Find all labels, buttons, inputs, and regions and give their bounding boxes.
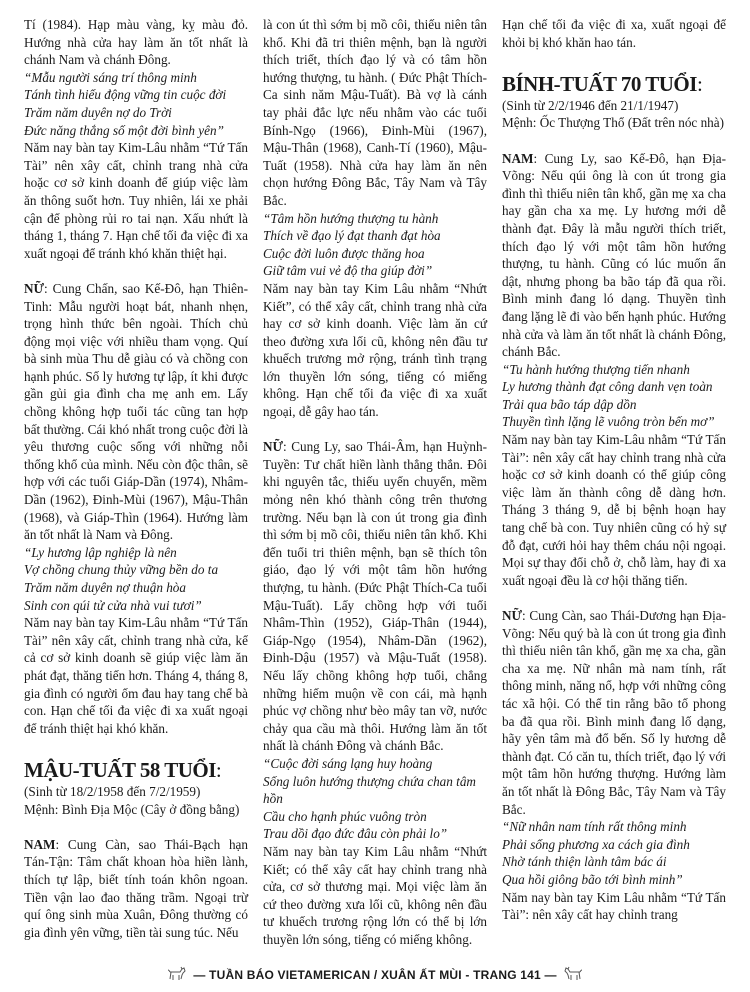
verse-block: [24, 69, 248, 139]
verse-line: Thuyền tình lặng lẽ vuông tròn bến mơ”: [502, 414, 715, 430]
female-paragraph: [24, 280, 248, 544]
verse-line: Tánh tình hiếu động vững tin cuộc đời: [24, 87, 227, 103]
male-paragraph: [502, 150, 726, 361]
female-label: NỮ: [24, 280, 45, 296]
verse-line: “Nữ nhân nam tính rất thông minh: [502, 819, 687, 835]
male-paragraph: [24, 836, 248, 942]
continued-paragraph: là con út thì sớm bị mồ côi, thiếu niên tân khổ. Khi đã tri thiên mệnh, bạn là người thích triết, thích đạo lý và có tâm hồn hướng thượng, tu hành. ( Đức Phật Thích-Ca sinh năm Mậu-Tuất). Bà vợ là cánh tay phải đắc lực nếu nhằm vào các tuổi Bính-Ngọ (1966), Đinh-Mùi (1967), Mậu-Thân (1968), Canh-Tí (1960), Mậu-Tuất (1958). Nhà cửa hay làm ăn nên chọn hướng Đông Bắc, Tây Nam và Tây Bắc.: [263, 17, 487, 208]
verse-block: [24, 544, 248, 614]
verse-block: [263, 755, 487, 843]
female-paragraph: [502, 607, 726, 818]
verse-line: Trải qua bão táp dập dồn: [502, 396, 637, 412]
fortune-paragraph: Năm nay bàn tay Kim-Lâu nhằm “Tứ Tấn Tài” nên xây cất, chỉnh trang nhà cửa hoặc cơ sở kinh doanh để giúp việc làm ăn thông suốt hơn. Tuy nhiên, lái xe phải cận để phòng rủi ro tai nạn. Xấu nhứt là tháng 1, tháng 7. Hạn chế tối đa việc đi xa xuất ngoại để tránh khó khăn thiệt hại.: [24, 140, 248, 261]
fortune-paragraph: Năm nay bàn tay Kim Lâu nhằm “Tứ Tấn Tài”: nên xây cất hay chỉnh trang: [502, 889, 726, 923]
fortune-paragraph: Năm nay bàn tay Kim Lâu nhằm “Nhứt Kiết”, có thể xây cất, chỉnh trang nhà cửa hay cơ sở kinh doanh. Việc làm ăn cứ theo đường xưa lối cũ, không nên đầu tư khuếch trương mở rộng, tránh tình trạng lớn thuyền lớn sóng, tiếng có miếng không. Hạn chế tối đa việc đi xa xuất ngoại, dễ gây hao tán.: [263, 280, 487, 420]
footer-text: — TUẦN BÁO VIETAMERICAN / XUÂN ẤT MÙI - TRANG 141 —: [193, 968, 557, 982]
male-text: : Cung Càn, sao Thái-Bạch hạn Tán-Tận: Tâm chất khoan hòa hiền lành, thích tự lập, biết tính toán khôn ngoan. Tiền vận lao đao thăng trầm. Ngoại trừ quí ông sinh mùa Xuân, Đông thường có gia đình yên vững, tiền tài sung túc. Nếu: [24, 836, 248, 940]
column-1: [24, 16, 248, 941]
verse-line: Cuộc đời luôn được thăng hoa: [263, 245, 425, 261]
birth-range: (Sinh từ 18/2/1958 đến 7/2/1959): [24, 783, 201, 799]
birth-range: (Sinh từ 2/2/1946 đến 21/1/1947): [502, 97, 679, 113]
menh-line: Mệnh: Ốc Thượng Thổ (Đất trên nóc nhà): [502, 115, 725, 131]
verse-line: Vợ chồng chung thủy vững bền do ta: [24, 562, 219, 578]
verse-block: [502, 361, 726, 431]
fortune-paragraph: Năm nay bàn tay Kim-Lâu nhằm “Tứ Tấn Tài” nên xây cất, chỉnh trang nhà cửa, kể cả cơ sở kinh doanh sẽ giúp việc làm ăn phát đạt, thăng tiến hơn. Tháng 4, tháng 8, gia đình có người ốm đau hay tang chế bà con. Hạn chế tối đa việc đi xa xuất ngoại để tránh thiệt hại khó khăn.: [24, 615, 248, 736]
female-text: : Cung Ly, sao Thái-Âm, hạn Huỳnh-Tuyền: Tư chất hiền lành thẳng thắn. Đôi khi nguyên tắc, thiếu uyển chuyển, mềm mỏng nên khó thành công trên thương trường. Nếu bạn là con út trong gia đình thì sớm bị mồ côi, thiếu niên tân khổ. Khi đến tuổi tri thiên mệnh, bạn sẽ thích tôn giáo, đạo lý với một tâm hồn hướng thượng, tu hành. (Đức Phật Thích-Ca tuổi Mậu-Tuất). Lấy chồng hợp với tuổi Nhâm-Thìn (1952), Giáp-Thân (1944), Giáp-Ngọ (1954), Nhâm-Dần (1962), Đinh-Dậu (1957) và Mậu-Tuất (1958). Nếu lấy chồng không hợp tuổi, chẳng những hiếm muộn về con cái, mà hạnh phúc vợ chồng như bèo mây tan vỡ, nước chảy qua cầu mà thôi. Hướng làm ăn tốt nhất là chánh Đông và chánh Bắc.: [263, 439, 487, 754]
verse-line: Nhờ tánh thiện lành tâm bác ái: [502, 854, 667, 870]
verse-line: Trăm năm duyên nợ do Trời: [24, 104, 172, 120]
section-title: [24, 757, 248, 783]
male-label: NAM: [24, 836, 56, 852]
female-text: : Cung Chấn, sao Kế-Đô, hạn Thiên-Tinh: Mẫu người hoạt bát, nhanh nhẹn, trọng hình thức bên ngoài. Thích chủ động mọi việc với nhiều tham vọng. Quí bà sinh mùa Thu dễ giàu có và chồng con hạnh phúc. Số ly hương tự lập, ít khi được gần gủi gia đình cha mẹ anh em. Lấy chồng không hợp tuổi tác cũng tan hợp bất thường. Cái khó nhất trong cuộc đời là yêu thương cuộc sống với những nỗi thống khổ của mình. Nếu còn độc thân, sẽ hợp với các tuổi Giáp-Dần (1974), Nhâm-Dần (1962), Đinh-Mùi (1967), Mậu-Thân (1968), và Giáp-Thìn (1964). Hướng làm ăn tốt nhất là Nam và Đông.: [24, 280, 248, 543]
verse-line: Qua hồi giông bão tới bình minh”: [502, 871, 683, 887]
verse-line: Trăm năm duyên nợ thuận hòa: [24, 580, 186, 595]
male-text: : Cung Ly, sao Kế-Đô, hạn Địa-Võng: Nếu qúi ông là con út trong gia đình thì thiếu niên tân khổ, gần mẹ xa cha hay gần cha xa mẹ. Ly hương mới dễ thành đạt. Đây là mẫu người thích triết, thích đạo lý với một tâm hồn hướng thượng, tu hành. Cũng có lúc muốn ẩn dật, nhưng phong ba bão táp đã qua rồi. Bình minh đang ló dạng. Thuyền tình đang lặng lẽ đi vào bến hạnh phúc. Hướng nhà cửa và làm ăn tốt nhất là chánh Đông, chánh Bắc.: [502, 150, 726, 360]
verse-line: Ly hương thành đạt công danh vẹn toàn: [502, 379, 713, 395]
verse-line: Phải sống phương xa cách gia đình: [502, 836, 690, 852]
verse-line: “Cuộc đời sáng lạng huy hoàng: [263, 755, 433, 771]
verse-block: [263, 210, 487, 280]
section-title-colon: :: [215, 757, 222, 782]
female-label: NỮ: [502, 608, 523, 623]
intro-paragraph: Tí (1984). Hạp màu vàng, kỵ màu đỏ. Hướng nhà cửa hay làm ăn tốt nhất là chánh Nam và chánh Đông.: [24, 17, 248, 68]
menh-line: Mệnh: Bình Địa Mộc (Cây ở đồng bằng): [24, 801, 240, 817]
verse-line: “Tâm hồn hướng thượng tu hành: [263, 210, 439, 226]
verse-line: Đức năng thắng số một đời bình yên”: [24, 122, 224, 138]
verse-line: Trau dồi đạo đức đâu còn phải lo”: [263, 826, 448, 842]
verse-line: “Mẫu người sáng trí thông minh: [24, 69, 197, 85]
fortune-paragraph: Năm nay bàn tay Kim-Lâu nhằm “Tứ Tấn Tài”: nên xây cất hay chỉnh trang nhà cửa hoặc cơ sở kinh doanh có thể giúp công việc làm ăn thành công dễ dàng hơn. Tháng 3 tháng 9, dễ bị bệnh hoạn hay tang chế bà con. Tuy nhiên cũng có hỷ sự đỗ đạt, cưới hỏi hay thêm cháu nội ngoại. Mọi sự thay đổi chỗ ở, chỗ làm, hay đi xa xuất ngoại đều là cơ hội thăng tiến.: [502, 432, 726, 588]
page-footer: [0, 966, 750, 984]
female-label: NỮ: [263, 439, 284, 455]
verse-line: Thích về đạo lý đạt thanh đạt hòa: [263, 228, 441, 244]
female-text: : Cung Càn, sao Thái-Dương hạn Địa-Võng: Nếu quý bà là con út trong gia đình thì thiếu niên tân khổ, gần mẹ xa cha, gần cha xa mẹ. Nữ nhân mà nam tính, rất thông minh, năng nổ, hợp với những công tác xã hội. Có thể tin rằng bão tố phong ba đã qua rồi. Bình minh đang lố dạng, hãy yên tâm mà đổ bến. Số ly hương dễ thành đạt. Có căn tu, thích triết, đạo lý với một tâm hồn hướng thượng. Hướng làm ăn tốt nhất là Đông Bắc, Tây Nam và Tây Bắc.: [502, 608, 726, 817]
verse-line: Sống luôn hướng thượng chứa chan tâm hồn: [263, 773, 476, 807]
section-title: [502, 71, 726, 97]
verse-line: Giữ tâm vui vẻ độ tha giúp đời”: [263, 263, 433, 279]
verse-line: “Tu hành hướng thượng tiến nhanh: [502, 361, 690, 377]
goat-icon: [563, 966, 583, 984]
section-title-colon: :: [696, 71, 703, 96]
column-2: [263, 16, 487, 948]
section-title-text: BÍNH-TUẤT 70 TUỔI: [502, 71, 697, 96]
fortune-paragraph: Năm nay bàn tay Kim Lâu nhằm “Nhứt Kiết; có thể xây cất hay chỉnh trang nhà cửa, cơ sở thương mại. Mọi việc làm ăn cứ theo đường xưa lối cũ, không nên đầu tư khuếch trương rộng lớn có thể bị lớn thuyền lớn sóng, tiếng có miếng không.: [263, 843, 487, 947]
verse-line: Cầu cho hạnh phúc vuông tròn: [263, 808, 427, 824]
column-3: [502, 16, 726, 924]
female-paragraph: [263, 438, 487, 755]
goat-icon: [167, 966, 187, 984]
male-label: NAM: [502, 150, 534, 166]
continued-paragraph: Hạn chế tối đa việc đi xa, xuất ngoại để khỏi bị khó khăn hao tán.: [502, 17, 726, 50]
verse-block: [502, 818, 726, 888]
verse-line: “Ly hương lập nghiệp là nên: [24, 544, 177, 560]
verse-line: Sinh con qúi tử cửa nhà vui tươi”: [24, 597, 202, 613]
section-title-text: MẬU-TUẤT 58 TUỔI: [24, 757, 216, 782]
